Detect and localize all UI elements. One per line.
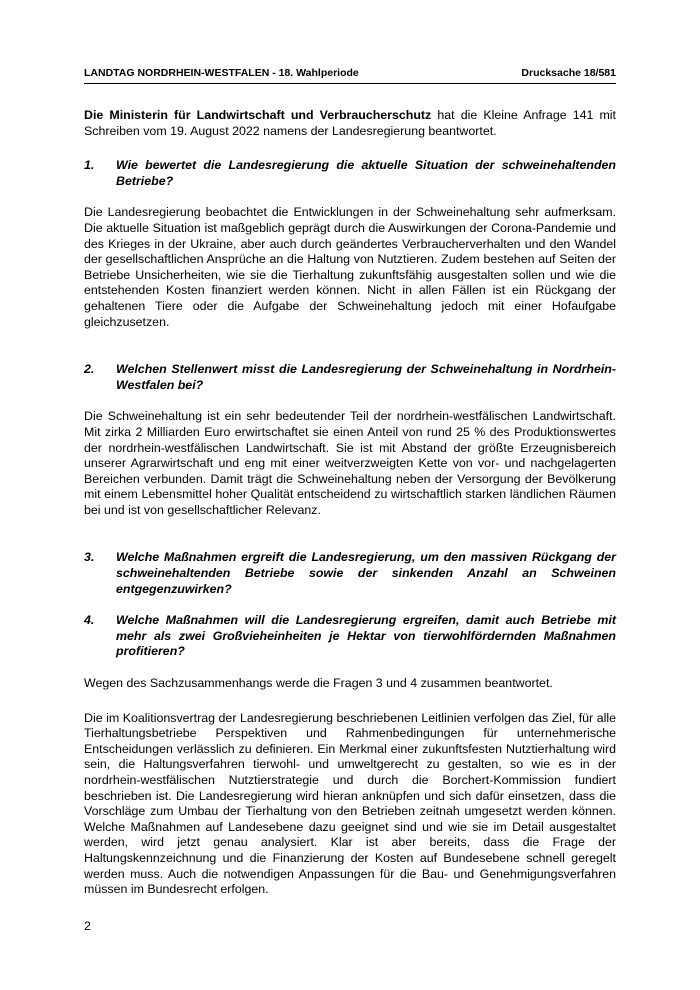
question-3 [84, 550, 616, 597]
combined-answer-note: Wegen des Sachzusammenhangs werde die Fragen 3 und 4 zusammen beantwortet. [84, 676, 553, 691]
intro-text: hat die Kleine Anfrage 141 mit Schreiben vom 19. August 2022 namens der Landesregierung beantwortet. [84, 108, 617, 138]
document-body [84, 108, 616, 898]
answer-2: Die Schweinehaltung ist ein sehr bedeutender Teil der nordrhein-westfälischen Landwirtschaft. Mit zirka 2 Milliarden Euro erwirtschaftet sie einen Anteil von rund 25 % des Produktionswertes der nordrhein-westfälischen Landwirtschaft. Sie ist mit Abstand der größte Erzeugnisbereich unserer Agrarwirtschaft und eng mit einer weitverzweigten Kette von vor- und nachgelagerten Bereichen verbunden. Damit trägt die Schweinehaltung neben der Versorgung der Bevölkerung mit einem Lebensmittel hoher Qualität entscheidend zu wirtschaftlich starken ländlichen Räumen bei und ist von gesellschaftlicher Relevanz. [84, 409, 616, 517]
question-4 [84, 613, 616, 660]
answer-3-4: Die im Koalitionsvertrag der Landesregierung beschriebenen Leitlinien verfolgen das Ziel, für alle Tierhaltungsbetriebe Perspektiven und Rahmenbedingungen für unternehmerische Entscheidungen verlässlich zu definieren. Ein Merkmal einer zukunftsfesten Nutztierhaltung wird sein, die Haltungsverfahren tierwohl- und umweltgerecht zu gestalten, so wie es in der nordrhein-westfälischen Nutztierstrategie und durch die Borchert-Kommission fundiert beschrieben ist. Die Landesregierung wird hieran anknüpfen und sich dafür einsetzen, dass die Vorschläge zum Umbau der Tierhaltung von den Betrieben zeitnah umgesetzt werden können. Welche Maßnahmen auf Landesebene dazu geeignet sind und wie sie im Detail ausgestaltet werden, wird jetzt genau analysiert. Klar ist aber bereits, dass die Frage der Haltungskennzeichnung und die Finanzierung der Kosten auf Bundesebene schnell geregelt werden muss. Auch die notwendigen Anpassungen für die Bau- und Genehmigungsverfahren müssen im Bundesrecht erfolgen. [84, 710, 616, 897]
question-number: 2. [84, 362, 95, 377]
intro-paragraph [84, 108, 616, 139]
question-text: Welche Maßnahmen ergreift die Landesregierung, um den massiven Rückgang der schweinehaltenden Betriebe sowie der sinkenden Anzahl an Schweinen entgegenzuwirken? [116, 550, 616, 596]
question-text: Welche Maßnahmen will die Landesregierung ergreifen, damit auch Betriebe mit mehr als zwei Großvieheinheiten je Hektar von tierwohlfördernden Maßnahmen profitieren? [116, 613, 616, 659]
question-number: 1. [84, 158, 95, 173]
answer-1: Die Landesregierung beobachtet die Entwicklungen in der Schweinehaltung sehr aufmerksam. Die aktuelle Situation ist maßgeblich geprägt durch die Auswirkungen der Corona-Pandemie und des Krieges in der Ukraine, aber auch durch geändertes Verbraucherverhalten und den Wandel der gesellschaftlichen Ansprüche an die Haltung von Nutztieren. Zudem bestehen auf Seiten der Betriebe Unsicherheiten, wie sie die Tierhaltung zukunftsfähig ausgestalten sollen und wie die entstehenden Kosten finanziert werden können. Nicht in allen Fällen ist ein Rückgang der gehaltenen Tiere oder die Aufgabe der Schweinehaltung jedoch mit einer Hofaufgabe gleichzusetzen. [84, 205, 616, 329]
document-number: Drucksache 18/581 [521, 67, 616, 79]
header-title: LANDTAG NORDRHEIN-WESTFALEN - 18. Wahlperiode [84, 67, 359, 79]
page-number: 2 [84, 919, 91, 933]
intro-ministry: Die Ministerin für Landwirtschaft und Verbraucherschutz [84, 108, 432, 122]
question-1 [84, 158, 616, 189]
page-header [84, 67, 616, 79]
question-number: 4. [84, 613, 95, 628]
question-2 [84, 362, 616, 393]
header-divider [84, 83, 616, 84]
question-text: Wie bewertet die Landesregierung die aktuelle Situation der schweinehaltenden Betriebe? [116, 158, 616, 188]
question-text: Welchen Stellenwert misst die Landesregierung der Schweinehaltung in Nordrhein-Westfalen bei? [116, 362, 616, 392]
question-number: 3. [84, 550, 95, 565]
